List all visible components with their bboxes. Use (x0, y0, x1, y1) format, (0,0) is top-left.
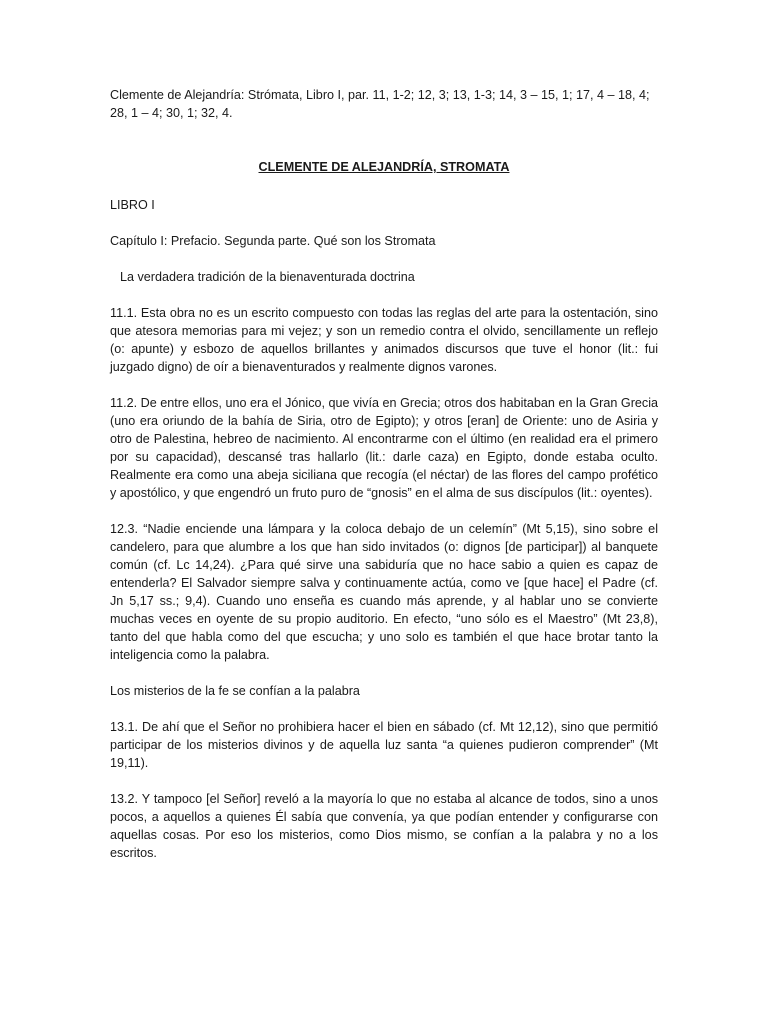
chapter-heading: Capítulo I: Prefacio. Segunda parte. Qué son los Stromata (110, 234, 436, 248)
paragraph-11-2: 11.2. De entre ellos, uno era el Jónico, que vivía en Grecia; otros dos habitaban en la Gran Grecia (uno era oriundo de la bahía de Siria, otro de Egipto); y otros [eran] de Oriente: uno de Asiria y otro de Palestina, hebreo de nacimiento. Al encontrarme con el último (en realidad era el primero por su capacidad), descansé tras hallarlo (lit.: darle caza) en Egipto, donde estaba oculto. Realmente era como una abeja siciliana que recogía (el néctar) de las flores del campo profético y apostólico, y que engendró un fruto puro de “gnosis” en el alma de sus discípulos (lit.: oyentes). (110, 396, 658, 500)
paragraph-13-2: 13.2. Y tampoco [el Señor] reveló a la mayoría lo que no estaba al alcance de todos, sino a unos pocos, a aquellos a quienes Él sabía que convenía, ya que podían entender y configurarse con aquellas cosas. Por eso los misterios, como Dios mismo, se confían a la palabra y no a los escritos. (110, 792, 658, 860)
source-reference: Clemente de Alejandría: Strómata, Libro I, par. 11, 1-2; 12, 3; 13, 1-3; 14, 3 – 15, 1; 17, 4 – 18, 4; 28, 1 – 4; 30, 1; 32, 4. (110, 88, 650, 120)
paragraph-11-1: 11.1. Esta obra no es un escrito compuesto con todas las reglas del arte para la ostentación, sino que atesora memorias para mi vejez; y son un remedio contra el olvido, sencillamente un reflejo (o: apunte) y esbozo de aquellos brillantes y animados discursos que tuve el honor (lit.: fui juzgado digno) de oír a bienaventurados y realmente dignos varones. (110, 306, 658, 374)
paragraph-12-3: 12.3. “Nadie enciende una lámpara y la coloca debajo de un celemín” (Mt 5,15), sino sobre el candelero, para que alumbre a los que han sido invitados (o: dignos [de participar]) al banquete común (cf. Lc 14,24). ¿Para qué sirve una sabiduría que no hace sabio a quien es capaz de entenderla? El Salvador siempre salva y continuamente actúa, como ve [que hace] el Padre (cf. Jn 5,17 ss.; 9,4). Cuando uno enseña es cuando más aprende, y al hablar uno se convierte muchas veces en oyente de su propio auditorio. En efecto, “uno sólo es el Maestro” (Mt 23,8), tanto del que habla como del que escucha; y uno solo es también el que hace brotar tanto la inteligencia como la palabra. (110, 522, 658, 662)
section-subheading: La verdadera tradición de la bienaventurada doctrina (120, 270, 415, 284)
paragraph-13-1: 13.1. De ahí que el Señor no prohibiera hacer el bien en sábado (cf. Mt 12,12), sino que permitió participar de los misterios divinos y de aquella luz santa “a quienes pudieron comprender” (Mt 19,11). (110, 720, 658, 770)
document-title: CLEMENTE DE ALEJANDRÍA, STROMATA (258, 160, 510, 174)
section-subheading: Los misterios de la fe se confían a la palabra (110, 684, 360, 698)
book-heading: LIBRO I (110, 198, 155, 212)
